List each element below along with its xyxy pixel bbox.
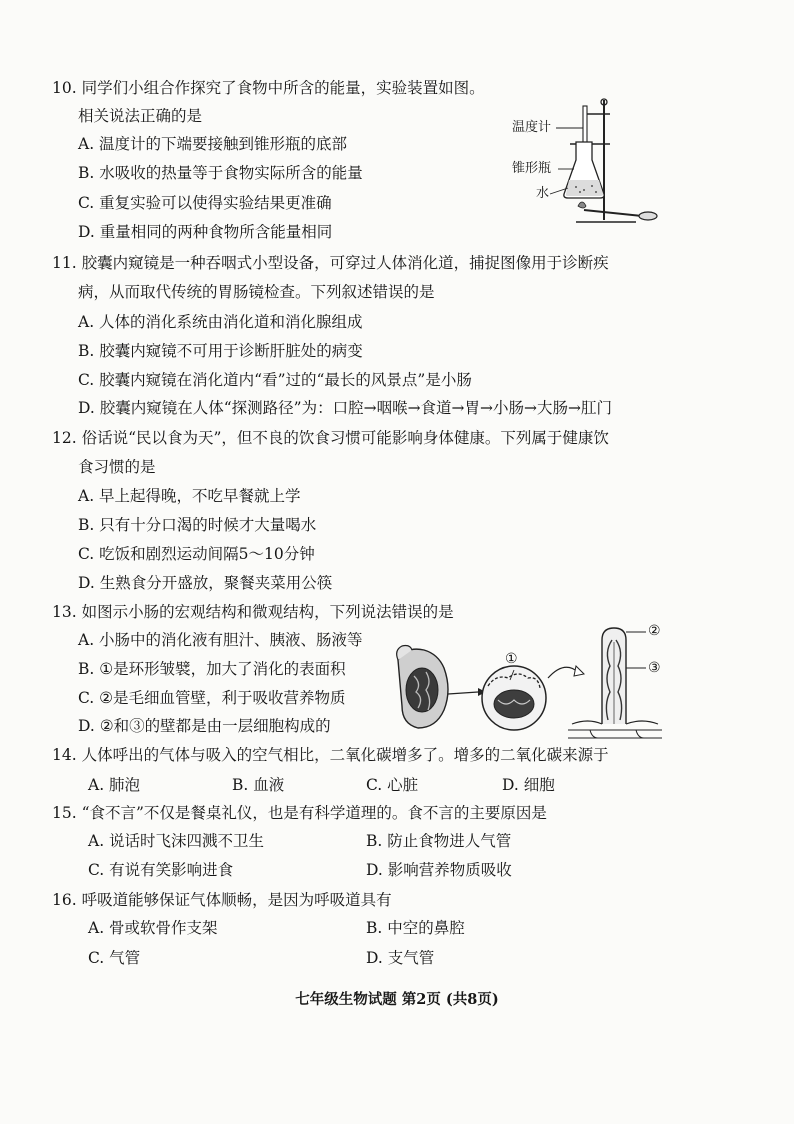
q14-option-c: C. 心脏	[366, 776, 419, 794]
q12-option-a: A. 早上起得晚，不吃早餐就上学	[78, 487, 301, 505]
q16-option-d: D. 支气管	[366, 949, 435, 967]
q13-intestine-figure	[392, 620, 672, 742]
q14-option-a: A. 肺泡	[88, 776, 141, 794]
q12-option-b: B. 只有十分口渴的时候才大量喝水	[78, 516, 317, 534]
q16-option-a: A. 骨或软骨作支架	[88, 919, 218, 937]
q13-stem-line1: 13. 如图示小肠的宏观结构和微观结构，下列说法错误的是	[52, 603, 454, 621]
q13-option-b: B. ①是环形皱襞，加大了消化的表面积	[78, 660, 346, 678]
q11-option-a: A. 人体的消化系统由消化道和消化腺组成	[78, 313, 363, 331]
fold-zoom-view	[482, 666, 546, 730]
q15-option-a: A. 说话时飞沫四溅不卫生	[88, 832, 265, 850]
q15-option-b: B. 防止食物进人气管	[366, 832, 512, 850]
q10-stem-line1: 10. 同学们小组合作探究了食物中所含的能量，实验装置如图。	[52, 79, 485, 97]
q16-stem-line1: 16. 呼吸道能够保证气体顺畅，是因为呼吸道具有	[52, 891, 392, 909]
q16-option-b: B. 中空的鼻腔	[366, 919, 465, 937]
q11-stem-line1: 11. 胶囊内窥镜是一种吞咽式小型设备，可穿过人体消化道，捕捉图像用于诊断疾	[52, 254, 609, 272]
q10-option-a: A. 温度计的下端要接触到锥形瓶的底部	[78, 135, 348, 153]
villus-micro-view	[568, 628, 662, 738]
q14-stem-line1: 14. 人体呼出的气体与吸入的空气相比，二氧化碳增多了。增多的二氧化碳来源于	[52, 746, 609, 764]
mark-2-label: ②	[648, 623, 661, 639]
q10-apparatus-figure	[506, 92, 666, 232]
q10-option-b: B. 水吸收的热量等于食物实际所含的能量	[78, 164, 363, 182]
q11-stem-line2: 病，从而取代传统的胃肠镜检查。下列叙述错误的是	[78, 283, 435, 301]
q12-option-d: D. 生熟食分开盛放，聚餐夹菜用公筷	[78, 574, 333, 592]
q12-option-c: C. 吃饭和剧烈运动间隔5～10分钟	[78, 545, 315, 563]
q10-option-c: C. 重复实验可以使得实验结果更准确	[78, 194, 332, 212]
q14-option-d: D. 细胞	[502, 776, 555, 794]
thermometer-label: 温度计	[512, 120, 552, 135]
intestine-macro-view	[397, 646, 448, 729]
intestine-diagram	[392, 620, 672, 742]
q15-option-d: D. 影响营养物质吸收	[366, 861, 512, 879]
q13-option-a: A. 小肠中的消化液有胆汁、胰液、肠液等	[78, 631, 363, 649]
q11-option-d: D. 胶囊内窥镜在人体“探测路径”为：口腔→咽喉→食道→胃→小肠→大肠→肛门	[78, 399, 613, 417]
q11-option-c: C. 胶囊内窥镜在消化道内“看”过的“最长的风景点”是小肠	[78, 371, 472, 389]
q10-option-d: D. 重量相同的两种食物所含能量相同	[78, 223, 333, 241]
q14-option-b: B. 血液	[232, 776, 285, 794]
mark-1-label: ①	[505, 651, 518, 667]
q15-stem-line1: 15. “食不言”不仅是餐桌礼仪，也是有科学道理的。食不言的主要原因是	[52, 804, 547, 822]
q11-option-b: B. 胶囊内窥镜不可用于诊断肝脏处的病变	[78, 342, 363, 360]
page-footer: 七年级生物试题 第2页 (共8页)	[295, 991, 499, 1008]
q16-option-c: C. 气管	[88, 949, 141, 967]
flask-label: 锥形瓶	[512, 161, 552, 176]
mark-3-label: ③	[648, 660, 661, 676]
q13-option-c: C. ②是毛细血管壁，利于吸收营养物质	[78, 689, 346, 707]
q13-option-d: D. ②和③的壁都是由一层细胞构成的	[78, 717, 331, 735]
water-label: 水	[536, 186, 550, 201]
q12-stem-line1: 12. 俗话说“民以食为天”，但不良的饮食习惯可能影响身体健康。下列属于健康饮	[52, 429, 609, 447]
q10-stem-line2: 相关说法正确的是	[78, 107, 203, 125]
q15-option-c: C. 有说有笑影响进食	[88, 861, 234, 879]
q12-stem-line2: 食习惯的是	[78, 458, 156, 476]
